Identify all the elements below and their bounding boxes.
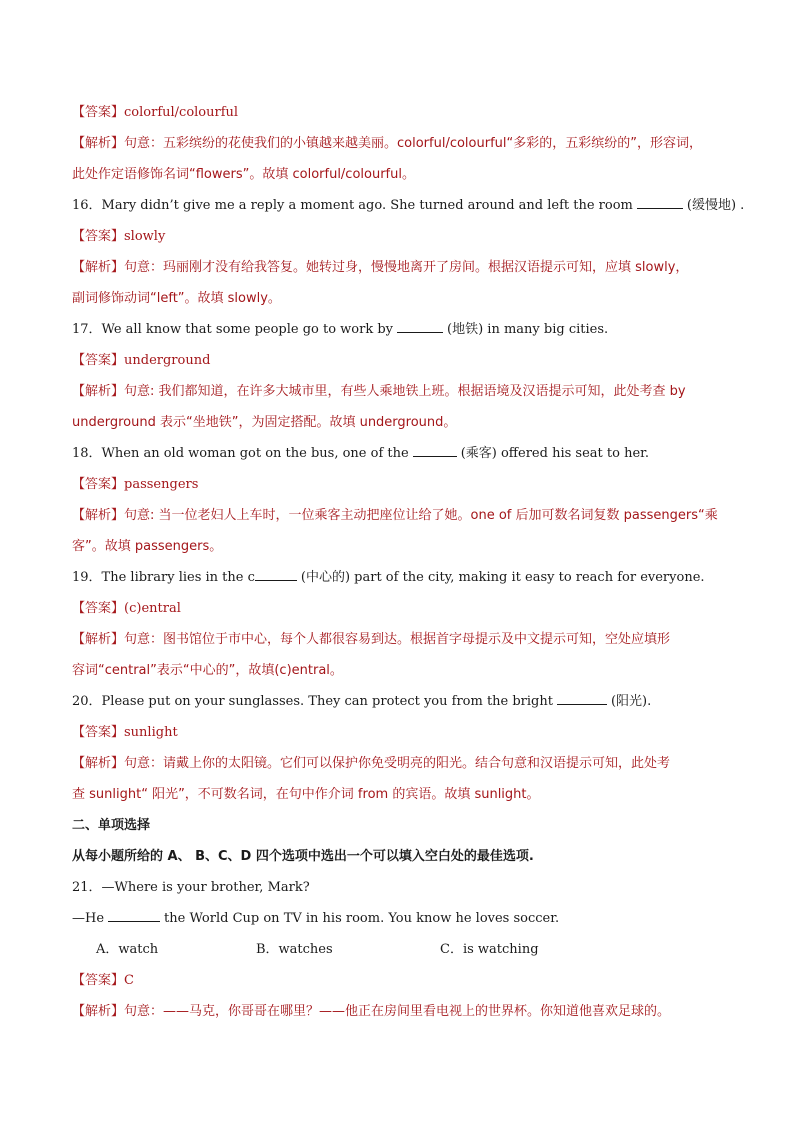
question-19 <box>72 562 732 593</box>
answer-text: slowly <box>124 229 166 244</box>
question-20 <box>72 686 732 717</box>
answer-label: 【答案】 <box>72 229 125 244</box>
question-18 <box>72 438 732 469</box>
analysis-text: 句意：请戴上你的太阳镜。它们可以保护你免受明亮的阳光。结合句意和汉语提示可知，此处考 <box>124 756 671 771</box>
analysis-line <box>72 748 732 779</box>
analysis-label: 【解析】 <box>72 1004 125 1019</box>
blank-line <box>255 568 297 581</box>
answer-line <box>72 469 732 500</box>
question-text-pre: —He <box>72 911 105 926</box>
analysis-line-cont <box>72 779 732 810</box>
answer-label: 【答案】 <box>72 601 125 616</box>
question-number: 19． <box>72 570 102 585</box>
analysis-label: 【解析】 <box>72 632 125 647</box>
answer-label: 【答案】 <box>72 105 125 120</box>
document-page <box>72 97 745 1027</box>
question-text-pre: Mary didn’t give me a reply a moment ago. She turned around and left the room <box>101 198 633 213</box>
analysis-text: 句意：图书馆位于市中心，每个人都很容易到达。根据首字母提示及中文提示可知，空处应填形 <box>124 632 671 647</box>
question-number: 18． <box>72 446 102 461</box>
analysis-line <box>72 252 732 283</box>
analysis-label: 【解析】 <box>72 508 125 523</box>
question-text-pre: We all know that some people go to work by <box>101 322 394 337</box>
question-21: 21．—Where is your brother, Mark? <box>72 880 310 895</box>
analysis-text: 句意: 当一位老妇人上车时，一位乘客主动把座位让给了她。one of 后加可数名词复数 passengers“乘 <box>124 508 718 523</box>
section-instruction: 从每小题所给的 A、 B、C、D 四个选项中选出一个可以填入空白处的最佳选项. <box>72 849 534 864</box>
answer-line <box>72 97 732 128</box>
analysis-text: 句意：玛丽刚才没有给我答复。她转过身，慢慢地离开了房间。根据汉语提示可知，应填 slowly， <box>124 260 689 275</box>
answer-text: underground <box>124 353 211 368</box>
answer-line <box>72 593 732 624</box>
analysis-line <box>72 128 732 159</box>
question-16 <box>72 190 745 221</box>
answer-label: 【答案】 <box>72 973 125 988</box>
analysis-label: 【解析】 <box>72 136 125 151</box>
analysis-line-cont <box>72 159 732 190</box>
answer-label: 【答案】 <box>72 725 125 740</box>
question-21-line-2 <box>72 903 732 934</box>
analysis-text-cont: 容词“central”表示“中心的”，故填(c)entral。 <box>72 663 343 678</box>
answer-label: 【答案】 <box>72 477 125 492</box>
analysis-text-cont: underground 表示“坐地铁”，为固定搭配。故填 underground。 <box>72 415 457 430</box>
answer-line <box>72 221 732 252</box>
question-text-pre: The library lies in the c <box>101 570 255 585</box>
answer-text: (c)entral <box>124 601 181 616</box>
answer-line <box>72 965 732 996</box>
analysis-line-cont <box>72 283 732 314</box>
answer-text: passengers <box>124 477 199 492</box>
analysis-text-cont: 此处作定语修饰名词“flowers”。故填 colorful/colourful。 <box>72 167 415 182</box>
question-number: 20． <box>72 694 102 709</box>
answer-line <box>72 717 732 748</box>
analysis-line <box>72 500 732 531</box>
analysis-label: 【解析】 <box>72 260 125 275</box>
analysis-line <box>72 376 732 407</box>
answer-label: 【答案】 <box>72 353 125 368</box>
blank-line <box>397 320 443 333</box>
analysis-text: 句意: 我们都知道，在许多大城市里，有些人乘地铁上班。根据语境及汉语提示可知，此处考查 by <box>124 384 686 399</box>
analysis-text-cont: 查 sunlight“ 阳光”，不可数名词，在句中作介词 from 的宾语。故填 sunlight。 <box>72 787 540 802</box>
question-text-pre: Please put on your sunglasses. They can protect you from the bright <box>101 694 553 709</box>
option-a: A．watch <box>96 942 159 957</box>
analysis-text-cont: 副词修饰动词“left”。故填 slowly。 <box>72 291 281 306</box>
analysis-text: 句意：五彩缤纷的花使我们的小镇越来越美丽。colorful/colourful“多彩的，五彩缤纷的”，形容词， <box>124 136 702 151</box>
question-text-post: (阳光). <box>610 694 652 709</box>
analysis-line-cont <box>72 531 732 562</box>
analysis-line-cont <box>72 655 732 686</box>
analysis-text-cont: 客”。故填 passengers。 <box>72 539 223 554</box>
question-17 <box>72 314 732 345</box>
question-number: 17． <box>72 322 102 337</box>
question-text-post: (乘客) offered his seat to her. <box>460 446 650 461</box>
question-text-post: the World Cup on TV in his room. You know he loves soccer. <box>164 911 560 926</box>
answer-line <box>72 345 732 376</box>
analysis-label: 【解析】 <box>72 384 125 399</box>
analysis-label: 【解析】 <box>72 756 125 771</box>
analysis-line <box>72 624 732 655</box>
question-text-pre: When an old woman got on the bus, one of the <box>101 446 409 461</box>
question-text-post: (中心的) part of the city, making it easy to reach for everyone. <box>300 570 705 585</box>
question-text-post: (缓慢地) . <box>686 198 745 213</box>
blank-line <box>108 909 160 922</box>
analysis-text: 句意：——马克，你哥哥在哪里？——他正在房间里看电视上的世界杯。你知道他喜欢足球的。 <box>124 1004 671 1019</box>
analysis-line <box>72 996 732 1027</box>
blank-line <box>557 692 607 705</box>
option-b: B．watches <box>256 942 333 957</box>
answer-text: C <box>124 973 134 988</box>
analysis-line-cont <box>72 407 732 438</box>
blank-line <box>413 444 457 457</box>
blank-line <box>637 196 683 209</box>
option-c: C．is watching <box>440 942 539 957</box>
options-row <box>72 934 732 965</box>
answer-text: colorful/colourful <box>124 105 239 120</box>
answer-text: sunlight <box>124 725 178 740</box>
section-heading: 二、单项选择 <box>72 818 151 833</box>
question-text-post: (地铁) in many big cities. <box>447 322 609 337</box>
question-number: 16． <box>72 198 102 213</box>
